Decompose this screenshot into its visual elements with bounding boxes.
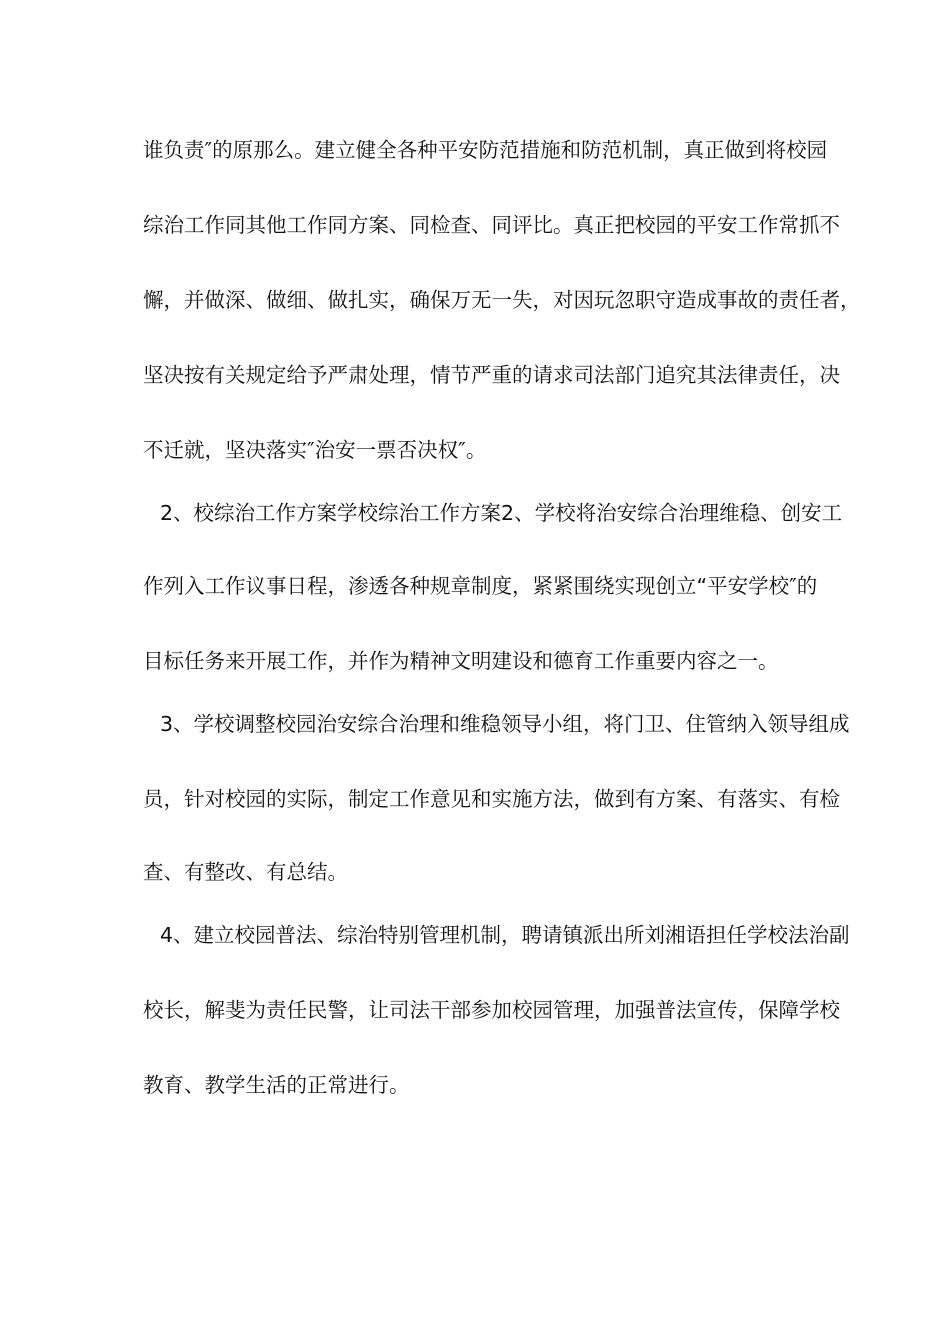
- text-line: 作列入工作议事日程，渗透各种规章制度，紧紧围绕实现创立“平安学校″的: [143, 574, 818, 598]
- text-line: 查、有整改、有总结。: [143, 860, 348, 884]
- text-line: 教育、教学生活的正常进行。: [143, 1073, 410, 1097]
- text-line: 谁负责″的原那么。建立健全各种平安防范措施和防范机制，真正做到将校园: [143, 138, 828, 162]
- text-line: 校长，解斐为责任民警，让司法干部参加校园管理，加强普法宣传，保障学校: [143, 998, 840, 1022]
- text-line: 懈，并做深、做细、做扎实，确保万无一失，对因玩忽职守造成事故的责任者，: [143, 288, 861, 312]
- text-line: 综治工作同其他工作同方案、同检查、同评比。真正把校园的平安工作常抓不: [143, 213, 840, 237]
- paragraph-4-start: 4、建立校园普法、综治特别管理机制，聘请镇派出所刘湘语担任学校法治副: [160, 923, 850, 947]
- paragraph-3-start: 3、学校调整校园治安综合治理和维稳领导小组，将门卫、住管纳入领导组成: [160, 712, 850, 736]
- paragraph-2-start: 2、校综治工作方案学校综治工作方案2、学校将治安综合治理维稳、创安工: [160, 501, 843, 525]
- text-line: 员，针对校园的实际，制定工作意见和实施方法，做到有方案、有落实、有检: [143, 787, 840, 811]
- text-line: 坚决按有关规定给予严肃处理，情节严重的请求司法部门追究其法律责任，决: [143, 363, 840, 387]
- text-line: 目标任务来开展工作，并作为精神文明建设和德育工作重要内容之一。: [143, 649, 779, 673]
- text-line: 不迁就，坚决落实″治安一票否决权″。: [143, 438, 487, 462]
